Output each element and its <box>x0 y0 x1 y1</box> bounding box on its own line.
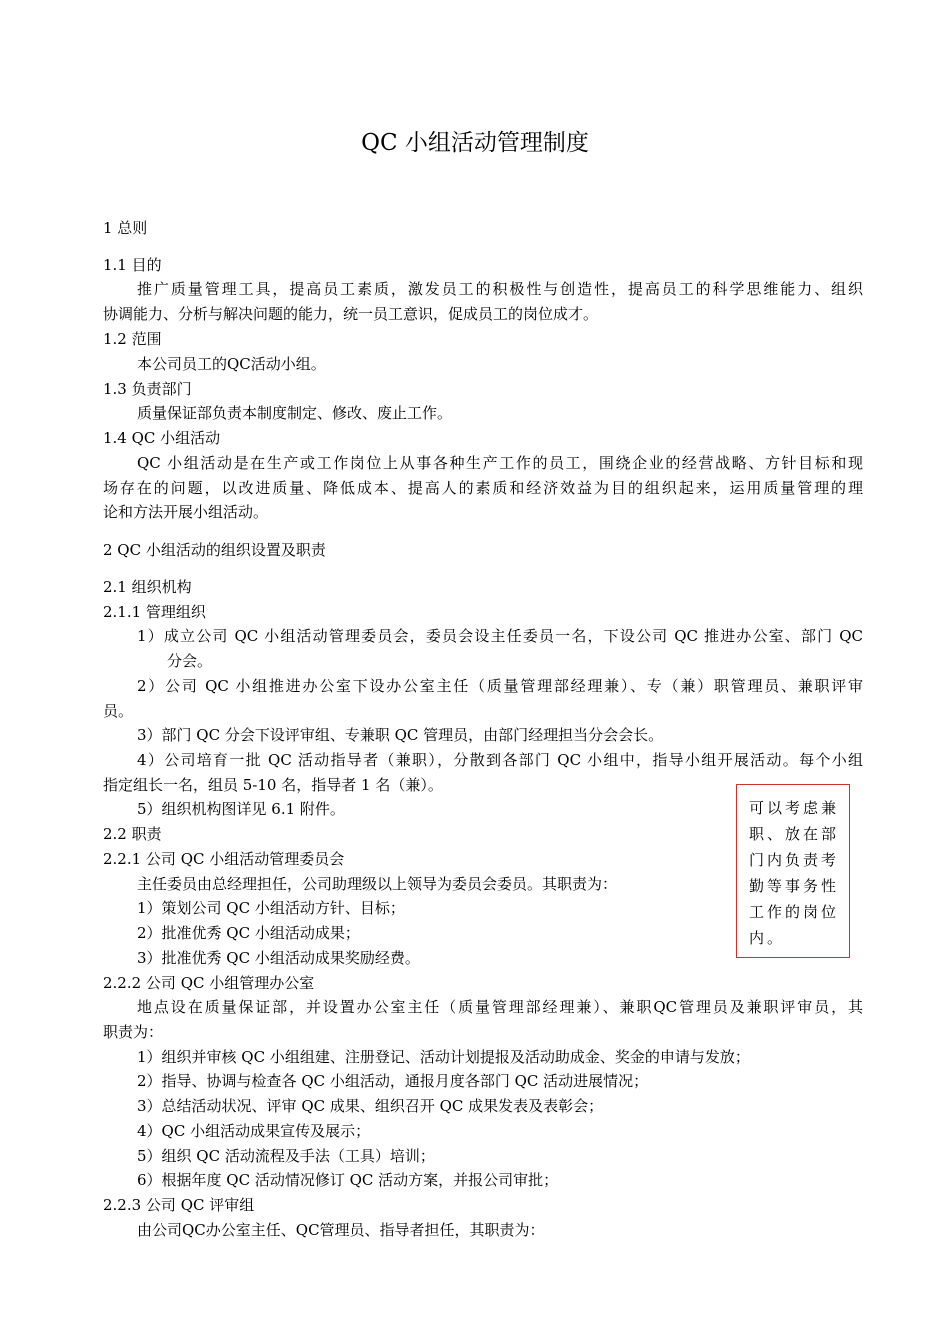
text-line: 5）组织机构图详见 6.1 附件。 <box>137 800 345 818</box>
text-line: 4）QC 小组活动成果宣传及展示； <box>137 1122 371 1140</box>
text-line: 2）批准优秀 QC 小组活动成果； <box>137 924 360 942</box>
text-line: 1）策划公司 QC 小组活动方针、目标； <box>137 899 405 917</box>
text-line: 4）公司培育一批 QC 活动指导者（兼职），分散到各部门 QC 小组中，指导小组开展活动。每个小组 <box>137 751 863 769</box>
text-line: 3）总结活动状况、评审 QC 成果、组织召开 QC 成果发表及表彰会； <box>137 1097 604 1115</box>
text-line: 协调能力、分析与解决问题的能力，统一员工意识，促成员工的岗位成才。 <box>103 305 599 323</box>
text-line: 地点设在质量保证部，并设置办公室主任（质量管理部经理兼）、兼职QC管理员及兼职评审员，其 <box>137 998 863 1016</box>
text-line: 1.1 目的 <box>103 256 162 274</box>
text-line: 1）组织并审核 QC 小组组建、注册登记、活动计划提报及活动助成金、奖金的申请与发放； <box>137 1048 750 1066</box>
text-line: 指定组长一名，组员 5-10 名，指导者 1 名（兼）。 <box>103 776 443 794</box>
text-line: 2.2.3 公司 QC 评审组 <box>103 1196 255 1214</box>
text-line: 2 QC 小组活动的组织设置及职责 <box>103 541 326 559</box>
text-line: 3）部门 QC 分会下设评审组、专兼职 QC 管理员，由部门经理担当分会会长。 <box>137 726 664 744</box>
text-line: 6）根据年度 QC 活动情况修订 QC 活动方案，并报公司审批； <box>137 1171 559 1189</box>
document-title: QC 小组活动管理制度 <box>361 130 589 156</box>
margin-comment-box: 可以考虑兼 职、放在部 门内负责考 勤等事务性 工作的岗位 内。 <box>736 784 850 958</box>
text-line: 1.3 负责部门 <box>103 380 192 398</box>
text-line: 2）公司 QC 小组推进办公室下设办公室主任（质量管理部经理兼）、专（兼）职管理员、兼职评审 <box>137 677 863 695</box>
text-line: 由公司QC办公室主任、QC管理员、指导者担任，其职责为： <box>137 1221 545 1239</box>
text-line: 5）组织 QC 活动流程及手法（工具）培训； <box>137 1147 435 1165</box>
text-line: 2.2.2 公司 QC 小组管理办公室 <box>103 974 315 992</box>
text-line: 职责为： <box>103 1023 164 1041</box>
text-line: 质量保证部负责本制度制定、修改、废止工作。 <box>137 404 453 422</box>
text-line: 1.4 QC 小组活动 <box>103 429 221 447</box>
text-line: 分会。 <box>167 652 213 670</box>
text-line: 场存在的问题，以改进质量、降低成本、提高人的素质和经济效益为目的组织起来，运用质量管理的理 <box>103 479 863 497</box>
text-line: 2.2.1 公司 QC 小组活动管理委员会 <box>103 850 345 868</box>
text-line: 推广质量管理工具，提高员工素质，激发员工的积极性与创造性，提高员工的科学思维能力、组织 <box>137 280 863 298</box>
text-line: 主任委员由总经理担任，公司助理级以上领导为委员会委员。其职责为： <box>137 875 618 893</box>
text-line: 3）批准优秀 QC 小组活动成果奖励经费。 <box>137 949 420 967</box>
text-line: 2）指导、协调与检查各 QC 小组活动，通报月度各部门 QC 活动进展情况； <box>137 1072 649 1090</box>
text-line: 1）成立公司 QC 小组活动管理委员会，委员会设主任委员一名，下设公司 QC 推进办公室、部门 QC <box>137 627 863 645</box>
text-line: 论和方法开展小组活动。 <box>103 503 269 521</box>
text-line: 员。 <box>103 702 134 720</box>
text-line: 1 总则 <box>103 219 148 237</box>
text-line: 1.2 范围 <box>103 330 162 348</box>
text-line: 2.1.1 管理组织 <box>103 603 206 621</box>
text-line: 2.2 职责 <box>103 825 162 843</box>
text-line: QC 小组活动是在生产或工作岗位上从事各种生产工作的员工，围绕企业的经营战略、方针目标和现 <box>137 454 863 472</box>
text-line: 本公司员工的QC活动小组。 <box>137 355 326 373</box>
text-line: 2.1 组织机构 <box>103 578 192 596</box>
